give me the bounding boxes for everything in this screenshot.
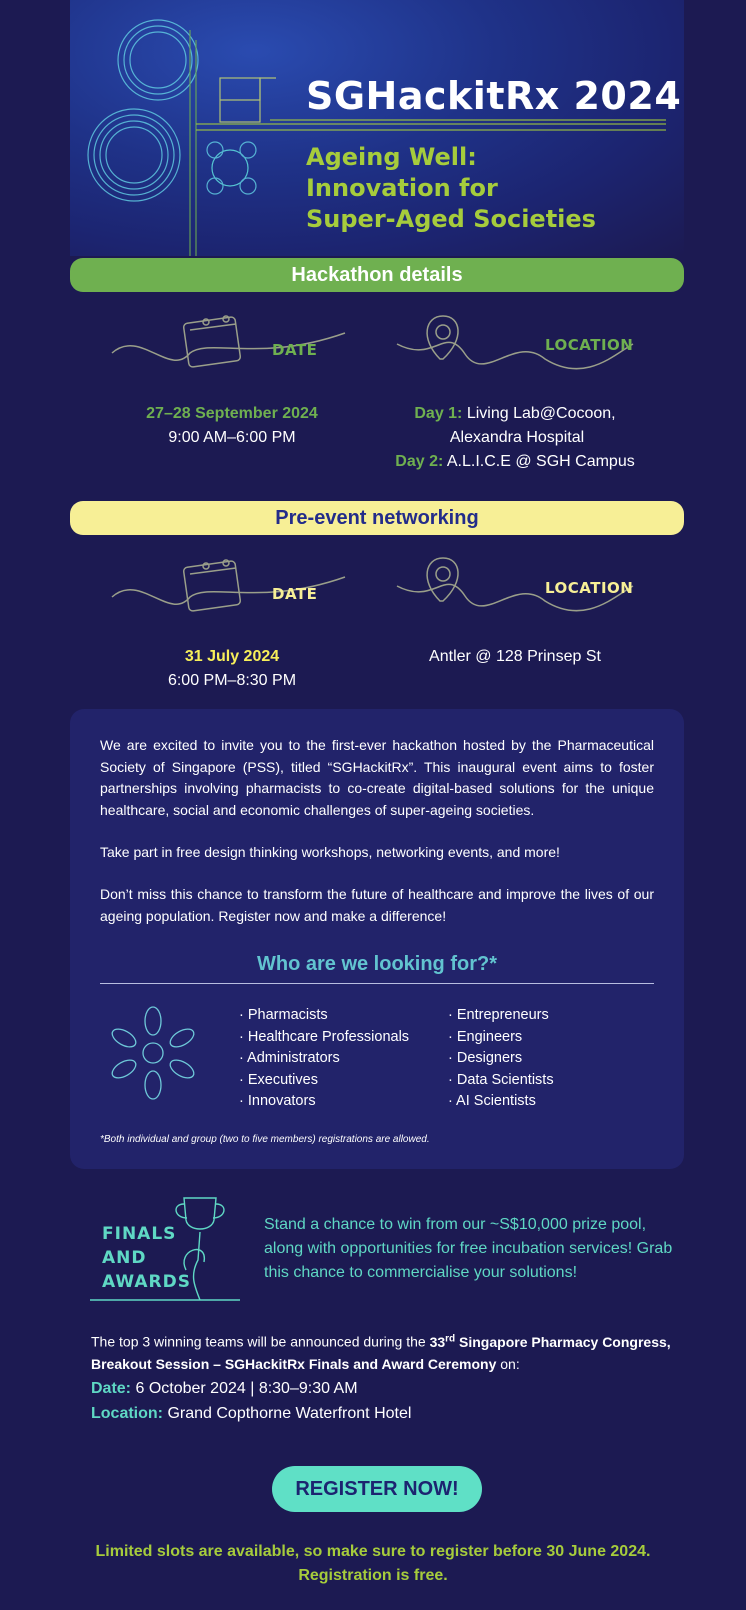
hackathon-date-block: [112, 402, 352, 450]
hackathon-location-label: LOCATION: [545, 336, 634, 354]
networking-date-label: DATE: [272, 585, 318, 603]
hackathon-location-block: [380, 402, 650, 474]
list-item: · Designers: [448, 1050, 523, 1066]
people-circle-icon: [110, 1003, 196, 1108]
top3-num: 33: [429, 1333, 446, 1350]
intro-paragraph-2: Take part in free design thinking workshops, networking events, and more!: [100, 844, 560, 860]
networking-location-label: LOCATION: [545, 579, 634, 597]
day2-value: A.L.I.C.E @ SGH Campus: [446, 453, 635, 470]
list-item: · Administrators: [239, 1050, 340, 1066]
intro-panel: [70, 709, 684, 1169]
finals-date-key: Date:: [91, 1380, 132, 1397]
top3-bold: Singapore Pharmacy Congress, Breakout Session – SGHackitRx Finals and Award Ceremony: [91, 1333, 671, 1372]
networking-date-block: [112, 645, 352, 693]
finals-location: [91, 1405, 411, 1423]
hackathon-time: 9:00 AM–6:00 PM: [168, 429, 296, 446]
limited-slots-text: [40, 1540, 706, 1588]
finals-date-value: 6 October 2024 | 8:30–9:30 AM: [135, 1380, 358, 1397]
intro-paragraph-3: Don’t miss this chance to transform the future of healthcare and improve the lives of our ageing population. Register now and make a difference!: [100, 886, 654, 924]
event-title: SGHackitRx 2024: [306, 74, 682, 118]
top3-post: on:: [496, 1355, 520, 1372]
limited-line-2: Registration is free.: [298, 1567, 448, 1584]
top3-text: [91, 1328, 691, 1375]
networking-time: 6:00 PM–8:30 PM: [167, 672, 297, 689]
hackathon-date: 27–28 September 2024: [146, 405, 318, 422]
hackathon-details-bar: Hackathon details: [70, 258, 684, 292]
list-item: · Engineers: [448, 1028, 523, 1045]
day2-key: Day 2:: [395, 453, 444, 470]
list-item: · Pharmacists: [239, 1007, 328, 1023]
list-item: · Entrepreneurs: [448, 1007, 549, 1023]
top3-pre: The top 3 winning teams will be announced during the: [91, 1333, 430, 1350]
networking-location: Antler @ 128 Prinsep St: [429, 648, 601, 665]
hero-banner: [70, 0, 684, 256]
day1-key: Day 1:: [414, 405, 463, 422]
list-item: · Healthcare Professionals: [239, 1028, 410, 1045]
day1-value2: Alexandra Hospital: [449, 429, 585, 446]
list-item: · AI Scientists: [448, 1093, 536, 1109]
finals-location-value: Grand Copthorne Waterfront Hotel: [167, 1405, 412, 1422]
finals-awards-label: FINALS AND AWARDS: [102, 1224, 191, 1292]
registration-note: *Both individual and group (two to five members) registrations are allowed.: [100, 1134, 430, 1145]
top3-sup: rd: [445, 1333, 456, 1344]
list-item: · Data Scientists: [448, 1071, 554, 1088]
register-button[interactable]: REGISTER NOW!: [272, 1466, 482, 1512]
event-theme: Ageing Well: Innovation for Super-Aged Societies: [306, 143, 596, 233]
audience-list-2: [448, 1005, 554, 1113]
who-heading: Who are we looking for?*: [256, 953, 497, 975]
intro-paragraph-1: We are excited to invite you to the first-ever hackathon hosted by the Pharmaceutical Society of Singapore (PSS), titled “SGHackitRx”. This inaugural event aims to foster partnerships involving pharmacists to co-create digital-based solutions for the unique healthcare, social and economic challenges of super-ageing societies.: [100, 737, 654, 818]
day1-value: Living Lab@Cocoon,: [466, 405, 616, 422]
networking-bar: Pre-event networking: [70, 501, 684, 535]
list-item: · Executives: [239, 1071, 318, 1088]
limited-line-1: Limited slots are available, so make sure to register before 30 June 2024.: [95, 1543, 651, 1560]
finals-date: [91, 1380, 358, 1398]
divider: [100, 983, 654, 984]
prize-text: Stand a chance to win from our ~S$10,000 prize pool, along with opportunities for free incubation services! Grab this chance to commercialise your solutions!: [264, 1216, 673, 1281]
list-item: · Innovators: [239, 1093, 316, 1109]
finals-location-key: Location:: [91, 1405, 163, 1422]
hackathon-date-label: DATE: [272, 341, 318, 359]
audience-list-1: [239, 1005, 409, 1113]
networking-date: 31 July 2024: [184, 648, 280, 665]
